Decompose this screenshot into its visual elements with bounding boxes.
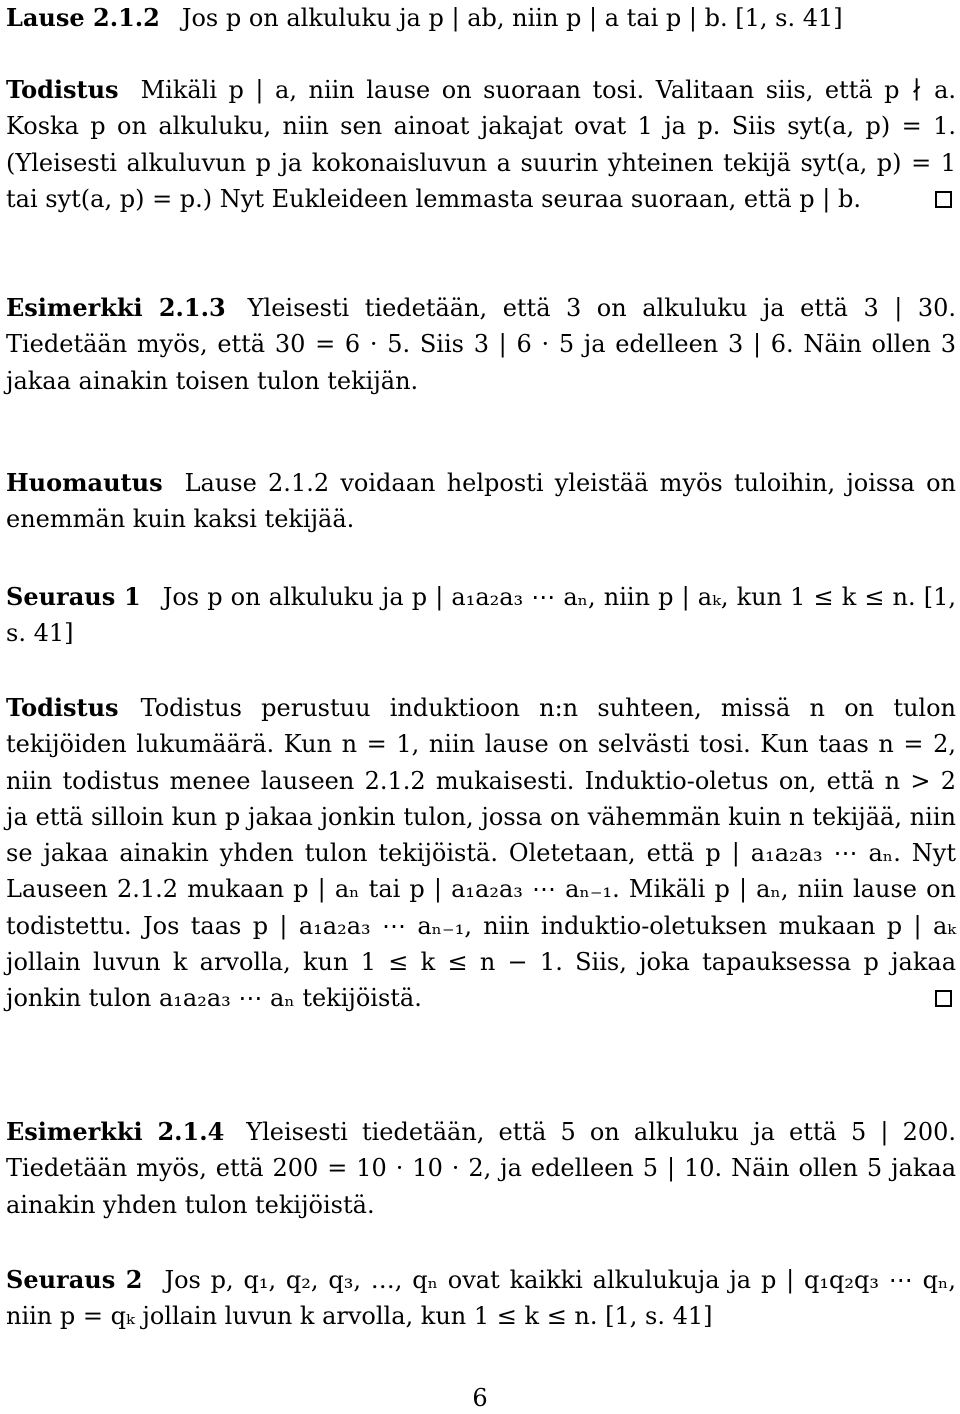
- lause-heading: Lause 2.1.2: [6, 3, 160, 32]
- seuraus-1-block: [6, 579, 956, 652]
- todistus-text: Todistus perustuu induktioon n:n suhteen, missä n on tulon tekijöiden lukumäärä. Kun n = 1, niin lause on selvästi tosi. Kun taas n = 2, niin todistus menee lauseen 2.1.2 mukaisesti. Induktio-oletus on, että n > 2 ja että silloin kun p jakaa jonkin tulon, jossa on vähemmän kuin n tekijää, niin se jakaa ainakin yhden tulon tekijöistä. Oletetaan, että p | a₁a₂a₃ ⋯ aₙ. Nyt Lauseen 2.1.2 mukaan p | aₙ tai p | a₁a₂a₃ ⋯ aₙ₋₁. Mikäli p | aₙ, niin lause on todistettu. Jos taas p | a₁a₂a₃ ⋯ aₙ₋₁, niin induktio-oletuksen mukaan p | aₖ jollain luvun k arvolla, kun 1 ≤ k ≤ n − 1. Siis, joka tapauksessa p jakaa jonkin tulon a₁a₂a₃ ⋯ aₙ tekijöistä.: [6, 694, 956, 1013]
- esimerkki-text: Yleisesti tiedetään, että 5 on alkuluku ja että 5 | 200. Tiedetään myös, että 200 = 10 · 10 · 2, ja edelleen 5 | 10. Näin ollen 5 jakaa ainakin yhden tulon tekijöistä.: [6, 1118, 956, 1219]
- esimerkki-text: Yleisesti tiedetään, että 3 on alkuluku ja että 3 | 30. Tiedetään myös, että 30 = 6 · 5. Siis 3 | 6 · 5 ja edelleen 3 | 6. Näin ollen 3 jakaa ainakin toisen tulon tekijän.: [6, 294, 956, 395]
- lause-2-1-2-block: [6, 0, 956, 36]
- esimerkki-heading: Esimerkki 2.1.4: [6, 1117, 225, 1146]
- lause-text: Jos p on alkuluku ja p | ab, niin p | a tai p | b. [1, s. 41]: [181, 4, 843, 32]
- page-number: 6: [472, 1384, 488, 1412]
- todistus-2-block: [6, 690, 956, 1017]
- huomautus-block: [6, 465, 956, 538]
- esimerkki-2-1-4-block: [6, 1114, 956, 1223]
- todistus-heading: Todistus: [6, 693, 119, 722]
- todistus-text: Mikäli p | a, niin lause on suoraan tosi. Valitaan siis, että p ∤ a. Koska p on alkuluku, niin sen ainoat jakajat ovat 1 ja p. Siis syt(a, p) = 1. (Yleisesti alkuluvun p ja kokonaisluvun a suurin yhteinen tekijä syt(a, p) = 1 tai syt(a, p) = p.) Nyt Eukleideen lemmasta seuraa suoraan, että p | b.: [6, 76, 956, 213]
- esimerkki-2-1-3-block: [6, 290, 956, 399]
- huomautus-heading: Huomautus: [6, 468, 163, 497]
- huomautus-text: Lause 2.1.2 voidaan helposti yleistää myös tuloihin, joissa on enemmän kuin kaksi tekijää.: [6, 469, 956, 534]
- todistus-heading: Todistus: [6, 75, 119, 104]
- seuraus-2-block: [6, 1262, 956, 1335]
- seuraus-heading: Seuraus 2: [6, 1265, 143, 1294]
- seuraus-text: Jos p, q₁, q₂, q₃, …, qₙ ovat kaikki alkulukuja ja p | q₁q₂q₃ ⋯ qₙ, niin p = qₖ jollain luvun k arvolla, kun 1 ≤ k ≤ n. [1, s. 41]: [6, 1266, 956, 1331]
- esimerkki-heading: Esimerkki 2.1.3: [6, 293, 226, 322]
- seuraus-text: Jos p on alkuluku ja p | a₁a₂a₃ ⋯ aₙ, niin p | aₖ, kun 1 ≤ k ≤ n. [1, s. 41]: [6, 583, 956, 648]
- qed-box-icon: [935, 990, 952, 1007]
- todistus-1-block: [6, 72, 956, 217]
- seuraus-heading: Seuraus 1: [6, 582, 141, 611]
- qed-box-icon: [935, 191, 952, 208]
